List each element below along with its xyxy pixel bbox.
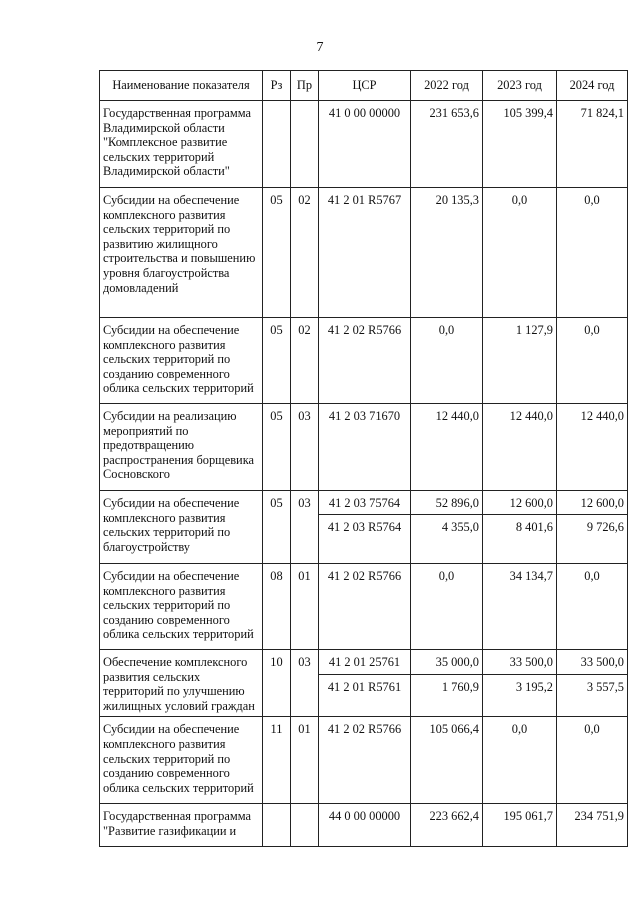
row-2022: 35 000,0: [411, 650, 483, 675]
row-2022: 231 653,6: [411, 101, 483, 188]
row-pr: 03: [291, 491, 319, 564]
row-2023: 12 440,0: [483, 404, 557, 491]
row-name: Субсидии на обеспечение комплексного развития сельских территорий по созданию современного облика сельских территорий: [100, 717, 263, 804]
row-2024: 3 557,5: [557, 675, 628, 717]
header-csr: ЦСР: [319, 71, 411, 101]
row-2024: 0,0: [557, 318, 628, 404]
header-pr: Пр: [291, 71, 319, 101]
row-pr: 03: [291, 650, 319, 717]
table-row: [100, 804, 628, 847]
row-pr: 01: [291, 717, 319, 804]
row-2024: 234 751,9: [557, 804, 628, 847]
row-rz: 05: [263, 188, 291, 318]
row-rz: 11: [263, 717, 291, 804]
header-2024: 2024 год: [557, 71, 628, 101]
row-name: Субсидии на обеспечение комплексного развития сельских территорий по благоустройству: [100, 491, 263, 564]
row-csr: 44 0 00 00000: [319, 804, 411, 847]
table-row: [100, 101, 628, 188]
row-rz: 08: [263, 564, 291, 650]
row-csr: 41 2 03 71670: [319, 404, 411, 491]
table-row: [100, 650, 628, 675]
row-2023: 12 600,0: [483, 491, 557, 515]
row-2023: 33 500,0: [483, 650, 557, 675]
table-row: [100, 188, 628, 318]
table-row: [100, 564, 628, 650]
row-pr: [291, 101, 319, 188]
row-2024: 71 824,1: [557, 101, 628, 188]
row-2024: 0,0: [557, 717, 628, 804]
row-2024: 33 500,0: [557, 650, 628, 675]
row-2024: 12 600,0: [557, 491, 628, 515]
header-name: Наименование показателя: [100, 71, 263, 101]
header-rz: Рз: [263, 71, 291, 101]
row-2023: 105 399,4: [483, 101, 557, 188]
row-2023: 0,0: [483, 188, 557, 318]
table-row: [100, 318, 628, 404]
row-2022: 0,0: [411, 318, 483, 404]
row-2024: 9 726,6: [557, 515, 628, 564]
table-row: [100, 491, 628, 515]
row-2023: 0,0: [483, 717, 557, 804]
row-2023: 3 195,2: [483, 675, 557, 717]
row-2023: 34 134,7: [483, 564, 557, 650]
row-2022: 4 355,0: [411, 515, 483, 564]
row-2023: 1 127,9: [483, 318, 557, 404]
row-pr: 03: [291, 404, 319, 491]
row-rz: 05: [263, 491, 291, 564]
row-2022: 223 662,4: [411, 804, 483, 847]
row-csr: 41 2 02 R5766: [319, 564, 411, 650]
row-2022: 12 440,0: [411, 404, 483, 491]
budget-table: [99, 70, 628, 847]
row-2023: 195 061,7: [483, 804, 557, 847]
row-csr: 41 2 01 25761: [319, 650, 411, 675]
row-name: Субсидии на обеспечение комплексного развития сельских территорий по развитию жилищного строительства и повышению уровня благоустройства домовладений: [100, 188, 263, 318]
row-rz: [263, 101, 291, 188]
row-rz: 10: [263, 650, 291, 717]
row-csr: 41 2 03 75764: [319, 491, 411, 515]
row-rz: 05: [263, 318, 291, 404]
header-2023: 2023 год: [483, 71, 557, 101]
row-name: Государственная программа Владимирской области "Комплексное развитие сельских территорий Владимирской области": [100, 101, 263, 188]
row-name: Субсидии на реализацию мероприятий по предотвращению распространения борщевика Сосновского: [100, 404, 263, 491]
row-2024: 0,0: [557, 188, 628, 318]
row-pr: [291, 804, 319, 847]
row-pr: 02: [291, 188, 319, 318]
row-csr: 41 2 01 R5767: [319, 188, 411, 318]
header-2022: 2022 год: [411, 71, 483, 101]
row-2022: 1 760,9: [411, 675, 483, 717]
row-name: Обеспечение комплексного развития сельских территорий по улучшению жилищных условий граждан: [100, 650, 263, 717]
table-row: [100, 717, 628, 804]
row-rz: 05: [263, 404, 291, 491]
row-2022: 52 896,0: [411, 491, 483, 515]
row-csr: 41 2 03 R5764: [319, 515, 411, 564]
row-rz: [263, 804, 291, 847]
row-pr: 02: [291, 318, 319, 404]
table-row: [100, 404, 628, 491]
row-name: Субсидии на обеспечение комплексного развития сельских территорий по созданию современного облика сельских территорий: [100, 318, 263, 404]
row-name: Субсидии на обеспечение комплексного развития сельских территорий по созданию современного облика сельских территорий: [100, 564, 263, 650]
row-pr: 01: [291, 564, 319, 650]
row-2023: 8 401,6: [483, 515, 557, 564]
row-csr: 41 2 02 R5766: [319, 318, 411, 404]
row-2022: 0,0: [411, 564, 483, 650]
row-csr: 41 2 01 R5761: [319, 675, 411, 717]
row-2024: 0,0: [557, 564, 628, 650]
page-number: 7: [316, 40, 324, 55]
table-header-row: [100, 71, 628, 101]
row-2022: 20 135,3: [411, 188, 483, 318]
row-name: Государственная программа "Развитие газификации и: [100, 804, 263, 847]
row-csr: 41 2 02 R5766: [319, 717, 411, 804]
row-2022: 105 066,4: [411, 717, 483, 804]
row-2024: 12 440,0: [557, 404, 628, 491]
row-csr: 41 0 00 00000: [319, 101, 411, 188]
